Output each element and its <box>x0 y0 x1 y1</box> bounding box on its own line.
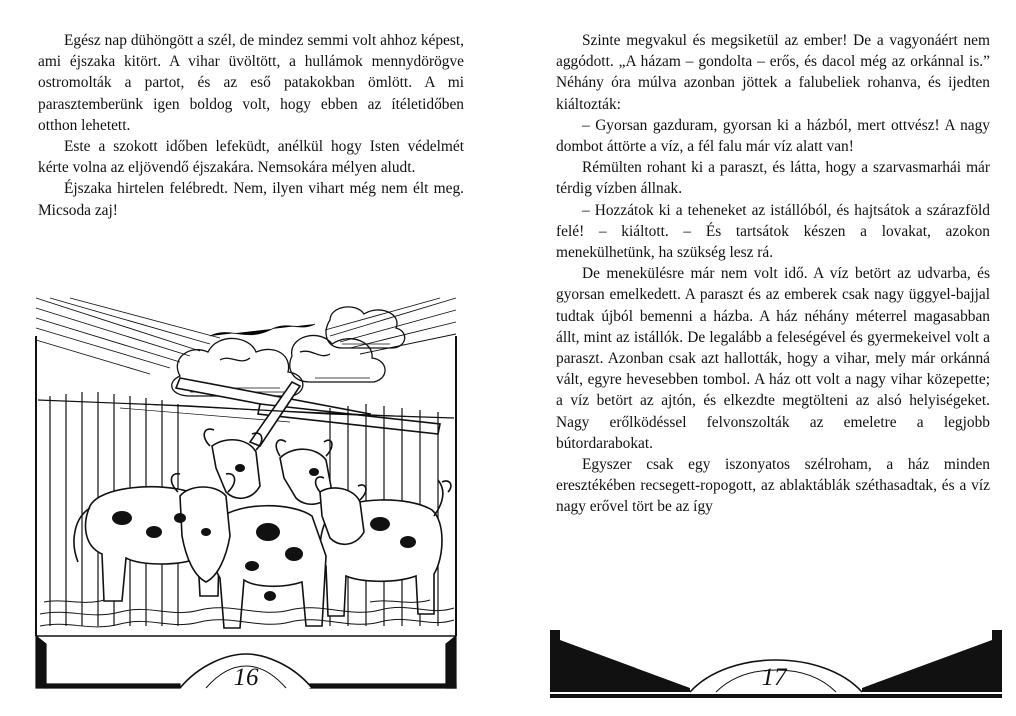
cows-in-storm-illustration <box>30 296 462 691</box>
right-paragraph-6: Egyszer csak egy iszonyatos szélroham, a ház minden eresztékében recsegett-ropogott, az ablaktáblák széthasadtak, és a víz nagy erővel tört be az így <box>556 456 990 516</box>
left-paragraph-3: Éjszaka hirtelen felébredt. Nem, ilyen vihart még nem élt meg. Micsoda zaj! <box>38 180 464 219</box>
right-paragraph-3: Rémülten rohant ki a paraszt, és látta, hogy a szarvasmarhái már térdig vízben állnak. <box>556 159 990 198</box>
right-paragraph-1: Szinte megvakul és megsiketül az ember! De a vagyonáért nem aggódott. „A házam – gondolta – erős, és dacol még az orkánnal is.” Néhány óra múlva azonban jöttek a falubeliek rohanva, és ijedten kiáltozták: <box>556 32 990 113</box>
right-paragraph-4: – Hozzátok ki a teheneket az istállóból, és hajtsátok a szárazföld felé! – kiáltott. – És tartsátok készen a lovakat, azokon menekülhetünk, ha szükség lesz rá. <box>556 201 990 262</box>
right-paragraph-5: De menekülésre már nem volt idő. A víz betört az udvarba, és gyorsan emelkedett. A paraszt és az emberek csak nagy üggyel-bajjal tudtak újból bemenni a házba. A ház néhány méterrel magasabban állt, mint az istállók. De legalább a feleségével és gyermekeivel volt a paraszt. Azonban csak azt hallották, hogy a vihar, mely már orkánná vált, egyre hevesebben tombol. A ház ott volt a nagy vihar közepette; a víz betört az ajtón, és elkezdte megtölteni az alsó helyiségeket. Nagy erőlködéssel felvonszolták az emeletre a legjobb bútordarabokat. <box>556 265 990 452</box>
page-number-right: 17 <box>761 664 787 691</box>
right-page <box>516 0 1016 716</box>
left-paragraph-1: Egész nap dühöngött a szél, de mindez semmi volt ahhoz képest, ami éjszaka kitört. A vihar üvöltött, a hullámok mennydörögve ostromolták a partot, és az eső patakokban ömlött. A mi parasztemberünk igen boldog volt, hogy ebben az ítéletidőben otthon lehetett. <box>38 32 464 134</box>
right-paragraph-2: – Gyorsan gazduram, gyorsan ki a házból, mert ottvész! A nagy dombot áttörte a víz, a fél falu már víz alatt van! <box>556 116 990 156</box>
right-page-text <box>556 30 990 518</box>
left-paragraph-2: Este a szokott időben lefeküdt, anélkül hogy Isten védelmét kérte volna az eljövendő éjszakára. Nemsokára mélyen aludt. <box>38 138 464 177</box>
left-page-text <box>38 30 464 221</box>
left-page <box>0 0 500 716</box>
page-number-left: 16 <box>233 664 259 691</box>
